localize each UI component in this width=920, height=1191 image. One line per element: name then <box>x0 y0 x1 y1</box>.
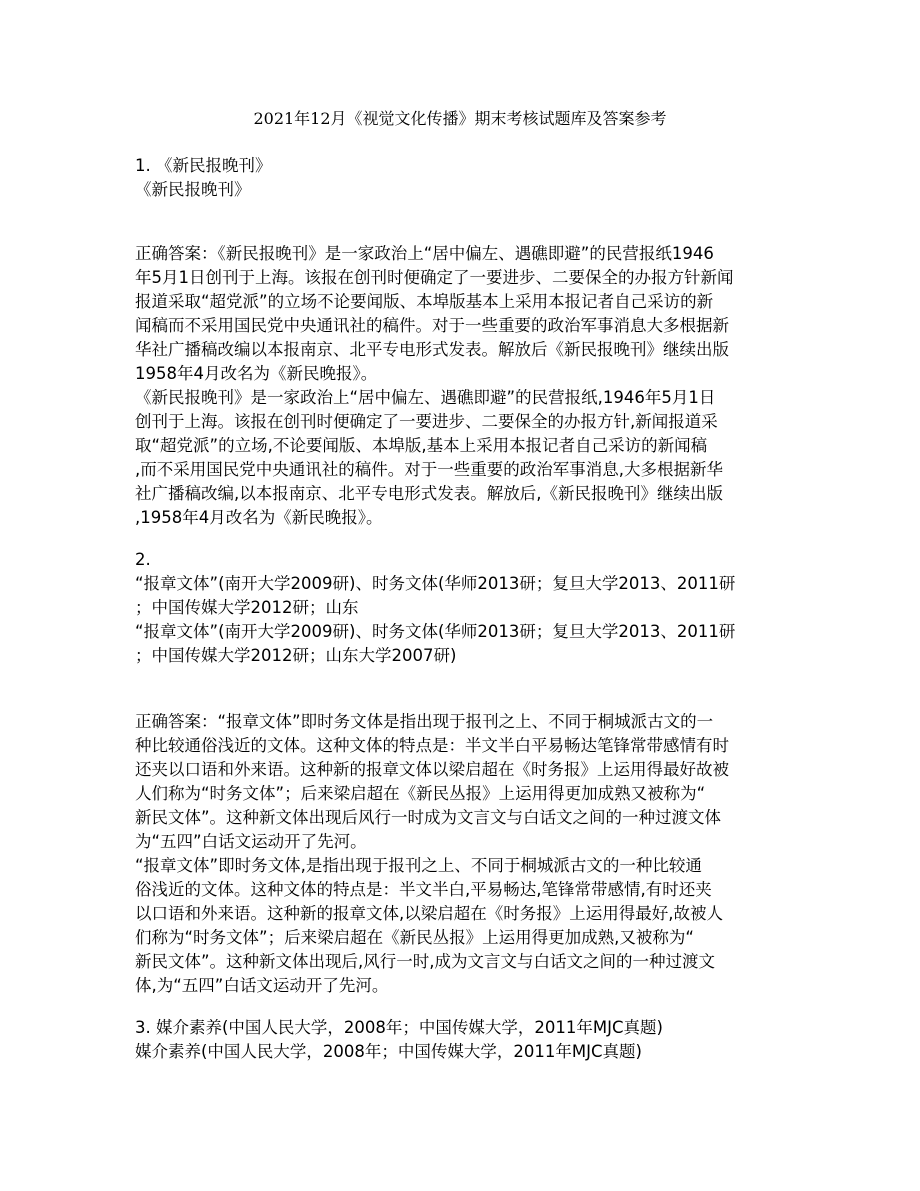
q1-answer-line: 创刊于上海。该报在创刊时便确定了一要进步、二要保全的办报方针,新闻报道采 <box>135 412 718 431</box>
q1-answer-line: 取“超党派”的立场,不论要闻版、本埠版,基本上采用本报记者自己采访的新闻稿 <box>135 436 708 455</box>
q1-answer-line: 报道采取“超党派”的立场不论要闻版、本埠版基本上采用本报记者自己采访的新 <box>135 292 714 311</box>
q2-answer-line: 俗浅近的文体。这种文体的特点是：半文半白,平易畅达,笔锋常带感情,有时还夹 <box>135 880 712 899</box>
q2-answer-line: 新民文体”。这种新文体出现后风行一时成为文言文与白话文之间的一种过渡文体 <box>135 808 722 827</box>
q2-question-line: “报章文体”(南开大学2009研)、时务文体(华师2013研；复旦大学2013、2011研 <box>135 574 736 593</box>
q2-question-line: ；中国传媒大学2012研；山东 <box>135 598 359 617</box>
q1-answer-line: 社广播稿改编,以本报南京、北平专电形式发表。解放后,《新民报晚刊》继续出版 <box>135 484 723 503</box>
q2-answer-line: 人们称为“时务文体”；后来梁启超在《新民丛报》上运用得更加成熟又被称为“ <box>135 784 706 803</box>
q1-answer-line: 闻稿而不采用国民党中央通讯社的稿件。对于一些重要的政治军事消息大多根据新 <box>135 316 729 335</box>
q3-number-and-title: 3. 媒介素养(中国人民大学，2008年；中国传媒大学，2011年MJC真题) <box>135 1018 663 1037</box>
q1-answer-line: 正确答案：《新民报晚刊》是一家政治上“居中偏左、遇礁即避”的民营报纸1946 <box>135 244 714 263</box>
q1-answer-line: ,1958年4月改名为《新民晚报》。 <box>135 508 383 527</box>
q1-number-and-title: 1. 《新民报晚刊》 <box>135 156 272 175</box>
q2-question-line: ；中国传媒大学2012研；山东大学2007研) <box>135 646 457 665</box>
q2-answer-line: 种比较通俗浅近的文体。这种文体的特点是：半文半白平易畅达笔锋常带感情有时 <box>135 736 729 755</box>
q1-question: 《新民报晚刊》 <box>135 180 251 199</box>
q1-answer-line: 年5月1日创刊于上海。该报在创刊时便确定了一要进步、二要保全的办报方针新闻 <box>135 268 734 287</box>
q1-answer-line: ,而不采用国民党中央通讯社的稿件。对于一些重要的政治军事消息,大多根据新华 <box>135 460 723 479</box>
q2-answer-line: 正确答案：“报章文体”即时务文体是指出现于报刊之上、不同于桐城派古文的一 <box>135 712 714 731</box>
q2-answer-line: 为“五四”白话文运动开了先河。 <box>135 832 367 851</box>
q1-answer-line: 1958年4月改名为《新民晚报》。 <box>135 364 378 383</box>
q2-number: 2. <box>135 550 151 569</box>
q2-answer-line: 新民文体”。这种新文体出现后,风行一时,成为文言文与白话文之间的一种过渡文 <box>135 952 716 971</box>
q1-answer-line: 华社广播稿改编以本报南京、北平专电形式发表。解放后《新民报晚刊》继续出版 <box>135 340 729 359</box>
q2-answer-line: “报章文体”即时务文体,是指出现于报刊之上、不同于桐城派古文的一种比较通 <box>135 856 702 875</box>
q2-answer-line: 以口语和外来语。这种新的报章文体,以梁启超在《时务报》上运用得最好,故被人 <box>135 904 723 923</box>
q2-answer-line: 们称为“时务文体”；后来梁启超在《新民丛报》上运用得更加成熟,又被称为“ <box>135 928 694 947</box>
q1-answer-line: 《新民报晚刊》是一家政治上“居中偏左、遇礁即避”的民营报纸,1946年5月1日 <box>135 388 716 407</box>
document-title: 2021年12月《视觉文化传播》期末考核试题库及答案参考 <box>253 109 667 128</box>
q2-answer-line: 体,为“五四”白话文运动开了先河。 <box>135 976 389 995</box>
q2-question-line: “报章文体”(南开大学2009研)、时务文体(华师2013研；复旦大学2013、2011研 <box>135 622 736 641</box>
q3-question: 媒介素养(中国人民大学，2008年；中国传媒大学，2011年MJC真题) <box>135 1042 642 1061</box>
q2-answer-line: 还夹以口语和外来语。这种新的报章文体以梁启超在《时务报》上运用得最好故被 <box>135 760 729 779</box>
